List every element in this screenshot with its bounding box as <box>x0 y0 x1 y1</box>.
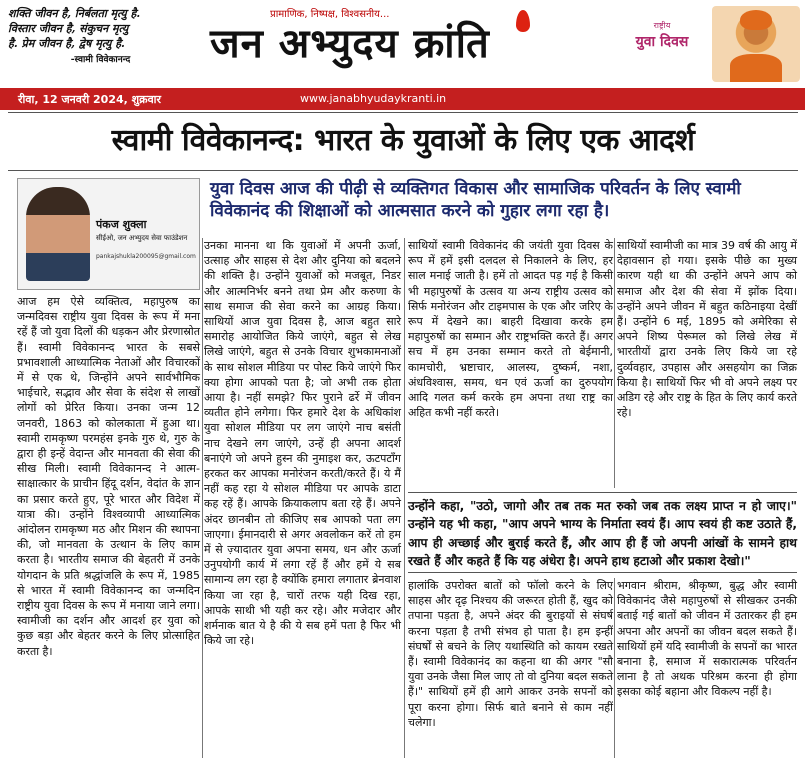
column-2-text: उनका मानना था कि युवाओं में अपनी ऊर्जा, उत्साह और साहस से देश और दुनिया को बदलने की शक्ति है। उन्होंने युवाओं को मजबूत, निडर और आत्मनिर्भर बनने तथा प्रेम और करुणा के साथ समाज की सेवा करने का आग्रह किया। साथियों आज युवा दिवस है, आज बहुत सारे समारोह आयोजित किये जाएंगे, बहुत से लेख लिखे जाएंगे, बहुत से उनके विचार शुभकामनाओं के साथ सोशल मीडिया पर पोस्ट किये जाएंगे फिर क्या होगा आपको पता है; जो अभी तक होता आया है। नहीं समझे? फिर पुराने ढर्रे में जीवन व्यतीत होने लगेगा। फिर हमारे देश के अधिकांश युवा सोशल मीडिया पर लग जाएंगे नाच बसंती नाच देखने लग जाएंगे, उन्हें ही अपना आदर्श बनाएंगे जो अपने हुस्न की नुमाइश कर, ऊटपटाँग हरकत कर आपका मनोरंजन करती/करते हैं। ये मैं नहीं कह रहा ये सोशल मीडिया पर आपके डाटा कह रहें हैं। आपके क्रियाकलाप बता रहे हैं। अपने अंदर छानबीन तो कीजिए सब आपको पता लग जाएगा। ईमानदारी से अगर अवलोकन करें तो हम में से ज़्यादातर युवा अपना समय, धन और ऊर्जा उनुपयोगी कार्य में लगा रहें हैं और हमें ये सब सामान्य लग रहा है क्योंकि हमारा लगातार ब्रेनवाश किया जा रहा है, चारों तरफ यही दिख रहा, आपके साथी भी यही कर रहे। और मजेदार और शर्मनाक बात ये है की ये सब हमें पता है फिर भी किये जा रहे। <box>204 239 401 648</box>
quote-line-2: विस्तार जीवन है, संकुचन मृत्यु <box>8 22 129 35</box>
column-divider <box>202 238 203 758</box>
column-1-text: आज हम ऐसे व्यक्तित्व, महापुरुष का जन्मदिवस राष्ट्रीय युवा दिवस के रूप में मना रहें हैं जो युवा दिलों की धड़कन और प्रेरणास्रोत हैं। स्वामी विवेकानन्द भारत के सबसे प्रभावशाली आध्यात्मिक नेताओं और विचारकों में से एक थे, जिन्होंने अपने सार्वभौमिक भाईचारे, सद्भाव और सेवा के संदेश से लाखों लोगों को प्रेरित किया। उनका जन्म 12 जनवरी, 1863 को कोलकाता में हुआ था। स्वामी रामकृष्ण परमहंस इनके गुरु थे, गुरु के द्वारा ही इन्हें वेदान्त और मानवता की सेवा की सीख मिली। स्वामी विवेकानन्द ने आत्म-साक्षात्कार के प्राचीन हिंदू दर्शन, वेदांत के ज्ञान का प्रसार करते हुए, पूरे भारत और विदेश में यात्रा की। उन्होंने विश्वव्यापी आध्यात्मिक आंदोलन रामकृष्ण मठ और मिशन की स्थापना की, जो मानवता के उत्थान के लिए काम करता है। भारतीय समाज की बेहतरी में उनके योगदान के प्रति श्रद्धांजलि के रूप में, 1985 से भारत में स्वामी विवेकानन्द का जन्मदिन राष्ट्रीय युवा दिवस के रूप में मनाया जाने लगा। स्वामीजी का दर्शन और आदर्श हर युवा को कुछ बड़ा और बेहतर करने के लिए प्रोत्साहित करता है। <box>17 295 200 658</box>
quote-line-1: शक्ति जीवन है, निर्बलता मृत्यु है. <box>8 7 141 20</box>
callout-rule-top <box>408 492 797 493</box>
author-role: सीईओ, जन अभ्युदय सेवा फाउंडेशन <box>96 234 188 242</box>
author-email: pankajshukla200095@gmail.com <box>96 253 196 260</box>
callout-rule-bottom <box>408 572 797 573</box>
author-box <box>17 178 200 290</box>
article-column-2 <box>204 238 401 648</box>
website-link[interactable]: www.janabhyudaykranti.in <box>300 92 447 105</box>
yuva-diwas-badge <box>632 18 692 50</box>
column-3b-text: हालांकि उपरोक्त बातों को फॉलो करने के लिए साहस और दृढ़ निश्चय की जरूरत होती हैं, खुद को तपाना पड़ता है, अपने अंदर की बुराइयों से संघर्ष करना पड़ता है तभी संभव हो पाता है। हम इन्हीं संघर्षों से बचने के लिए यथास्थिति को कायम रखते हैं। स्वामी विवेकानंद का कहना था की अगर "सौ युवा उनके जैसा मिल जाए तो वो दुनिया बदल सकते हैं।" साथियों हमें ही आगे आकर उनके सपनों को पूरा करना होगा। सिर्फ बाते बनाने से काम नहीं चलेगा। <box>408 579 613 729</box>
pull-quote: उन्होंने कहा, "उठो, जागो और तब तक मत रुको जब तक लक्ष्य प्राप्त न हो जाए।" उन्होंने यह भी कहा, "आप अपने भाग्य के निर्माता स्वयं हैं। आप स्वयं ही कष्ट उठाते हैं, आप ही अच्छाई और बुराई करते हैं, और आप ही हैं जो अपनी आंखों के सामने हाथ रखते हैं और कहते हैं कि यह अंधेरा है। अपने हाथ हटाओ और प्रकाश देखो।" <box>408 499 797 569</box>
column-divider <box>614 578 615 758</box>
article-column-3 <box>408 238 613 420</box>
flame-icon <box>516 10 530 32</box>
divider <box>8 170 798 171</box>
yuva-small-label: राष्ट्रीय <box>653 21 671 30</box>
article-column-4b <box>617 578 797 700</box>
issue-date: रीवा, 12 जनवरी 2024, शुक्रवार <box>18 93 162 106</box>
column-3-text: साथियों स्वामी विवेकानंद की जयंती युवा दिवस के रूप में हमें इसी दलदल से निकालने के लिए, हर साल मनाई जाती है। हमें तो आदत पड़ गई है किसी भी महापुरुषों के उत्सव या अन्य राष्ट्रीय उत्सव को सिर्फ मनोरंजन और टाइमपास के एक और जरिए के रूप में देखने का। बाहरी दिखावा करके हम महापुरुषों का सम्मान और राष्ट्रभक्ति करते हैं। अगर सच में हम उनका सम्मान करते तो बेईमानी, कामचोरी, भ्रष्टाचार, आलस्य, दुष्कर्म, नशा, अंधविश्वास, समय, धन एवं ऊर्जा का दुरुपयोग आदि गलत कर्म करके हम अपना तथा राष्ट्र का अहित कभी नहीं करते। <box>408 239 613 420</box>
article-column-1 <box>17 294 200 659</box>
author-photo <box>26 187 90 281</box>
quote-author: -स्वामी विवेकानन्द <box>70 55 131 65</box>
column-divider <box>404 238 405 758</box>
divider <box>8 112 798 113</box>
masthead <box>0 0 805 86</box>
column-4-text: साथियों स्वामीजी का मात्र 39 वर्ष की आयु में देहावसान हो गया। इसके पीछे का मुख्य कारण यही था की उन्होंने अपने आप को समाज और देश की सेवा में झोंक दिया। उन्होंने अपने जीवन में बहुत कठिनाइया देखीं हैं। उन्होंने 6 मई, 1895 को अमेरिका से अपने शिष्य पेरूमल को लिखे लेख में भारतीयों द्वारा उनके लिए किये जा रहे दुर्व्यवहार, उपहास और असहयोग का जिक्र किया है। साथियों फिर भी वो अपने लक्ष्य पर अडिग रहे और राष्ट्र के हित के लिए कार्य करते रहे। <box>617 239 797 420</box>
article-column-4 <box>617 238 797 420</box>
quote-line-3: है. प्रेम जीवन है, द्वेष मृत्यु है. <box>8 37 125 50</box>
yuva-big-label: युवा दिवस <box>635 34 689 50</box>
author-name: पंकज शुक्ला <box>96 218 147 231</box>
vivekananda-portrait <box>712 6 800 82</box>
column-4b-text: भगवान श्रीराम, श्रीकृष्ण, बुद्ध और स्वामी विवेकानंद जैसे महापुरुषों से सीखकर उनकी बताई गई बातों को जीवन में उतारकर ही हम अपना और अपनों का जीवन बदल सकते हैं। साथियों हमें यदि स्वामीजी के सपनों का भारत बनाना है, समाज में सकारात्मक परिवर्तन लाना है तो अथक परिश्रम करना ही होगा इसका कोई बहाना और विकल्प नहीं है। <box>617 579 797 699</box>
article-headline: स्वामी विवेकानन्द: भारत के युवाओं के लिए एक आदर्श <box>111 123 695 158</box>
article-column-3b <box>408 578 613 730</box>
quote-box <box>8 6 193 68</box>
robe-shape <box>730 54 782 82</box>
tagline: प्रामाणिक, निष्पक्ष, विश्वसनीय... <box>270 9 390 20</box>
newspaper-logo: जन अभ्युदय क्रांति <box>210 20 490 67</box>
column-divider <box>614 238 615 488</box>
dateline-bar <box>0 88 805 110</box>
article-subhead: युवा दिवस आज की पीढ़ी से व्यक्तिगत विकास और सामाजिक परिवर्तन के लिए स्वामी विवेकानंद की शिक्षाओं को आत्मसात करने को गुहार लगा रहा है। <box>210 179 741 221</box>
turban-shape <box>740 10 772 30</box>
